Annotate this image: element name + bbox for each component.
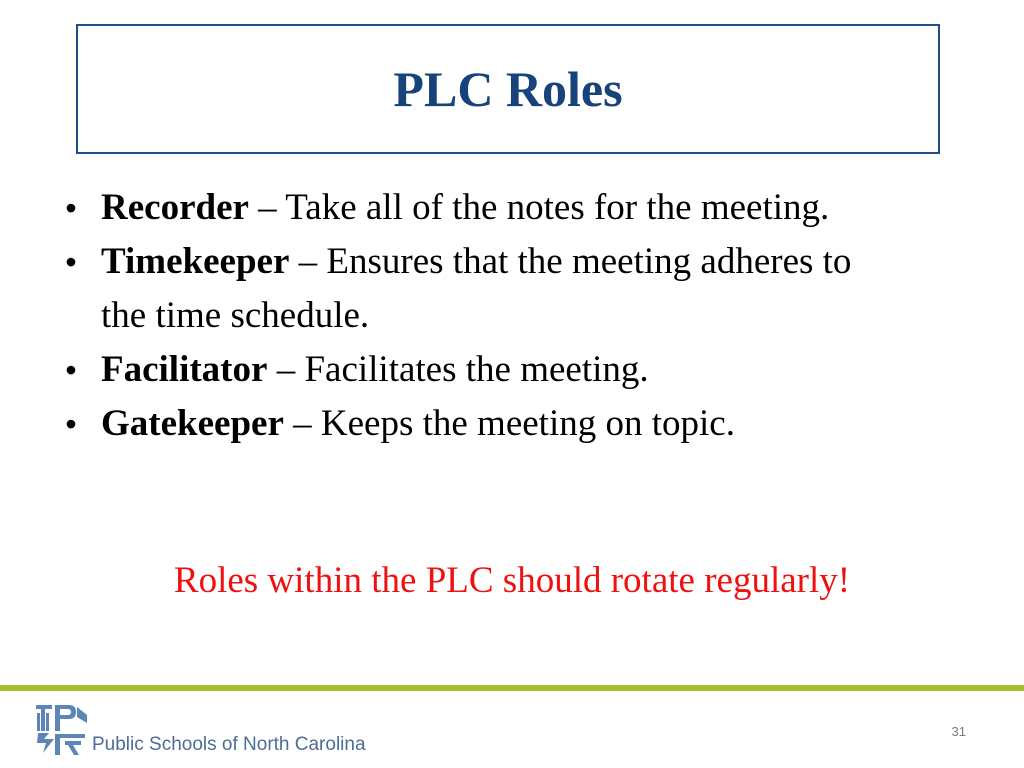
roles-list: [56, 181, 876, 451]
bullet-icon: •: [65, 244, 77, 280]
role-description: – Keeps the meeting on topic.: [283, 403, 735, 444]
bullet-icon: •: [65, 190, 77, 226]
footer-divider: [0, 685, 1024, 691]
bullet-icon: •: [65, 352, 77, 388]
list-item: [56, 235, 876, 343]
role-description: – Facilitates the meeting.: [267, 349, 649, 390]
nc-dpi-logo-icon: [35, 703, 87, 758]
role-term: Recorder: [101, 187, 249, 228]
list-item: [56, 181, 876, 235]
list-item: [56, 397, 876, 451]
list-item: [56, 343, 876, 397]
organization-name: Public Schools of North Carolina: [92, 734, 366, 755]
slide-title: PLC Roles: [393, 61, 623, 117]
bullet-icon: •: [65, 406, 77, 442]
role-term: Facilitator: [101, 349, 268, 390]
role-term: Timekeeper: [101, 241, 290, 282]
page-number: 31: [951, 724, 966, 739]
role-description: – Ensures that the meeting adheres to the time schedule.: [101, 241, 852, 336]
rotation-note: Roles within the PLC should rotate regularly!: [173, 560, 851, 601]
title-box: [76, 24, 940, 154]
role-term: Gatekeeper: [101, 403, 284, 444]
role-description: – Take all of the notes for the meeting.: [248, 187, 830, 228]
